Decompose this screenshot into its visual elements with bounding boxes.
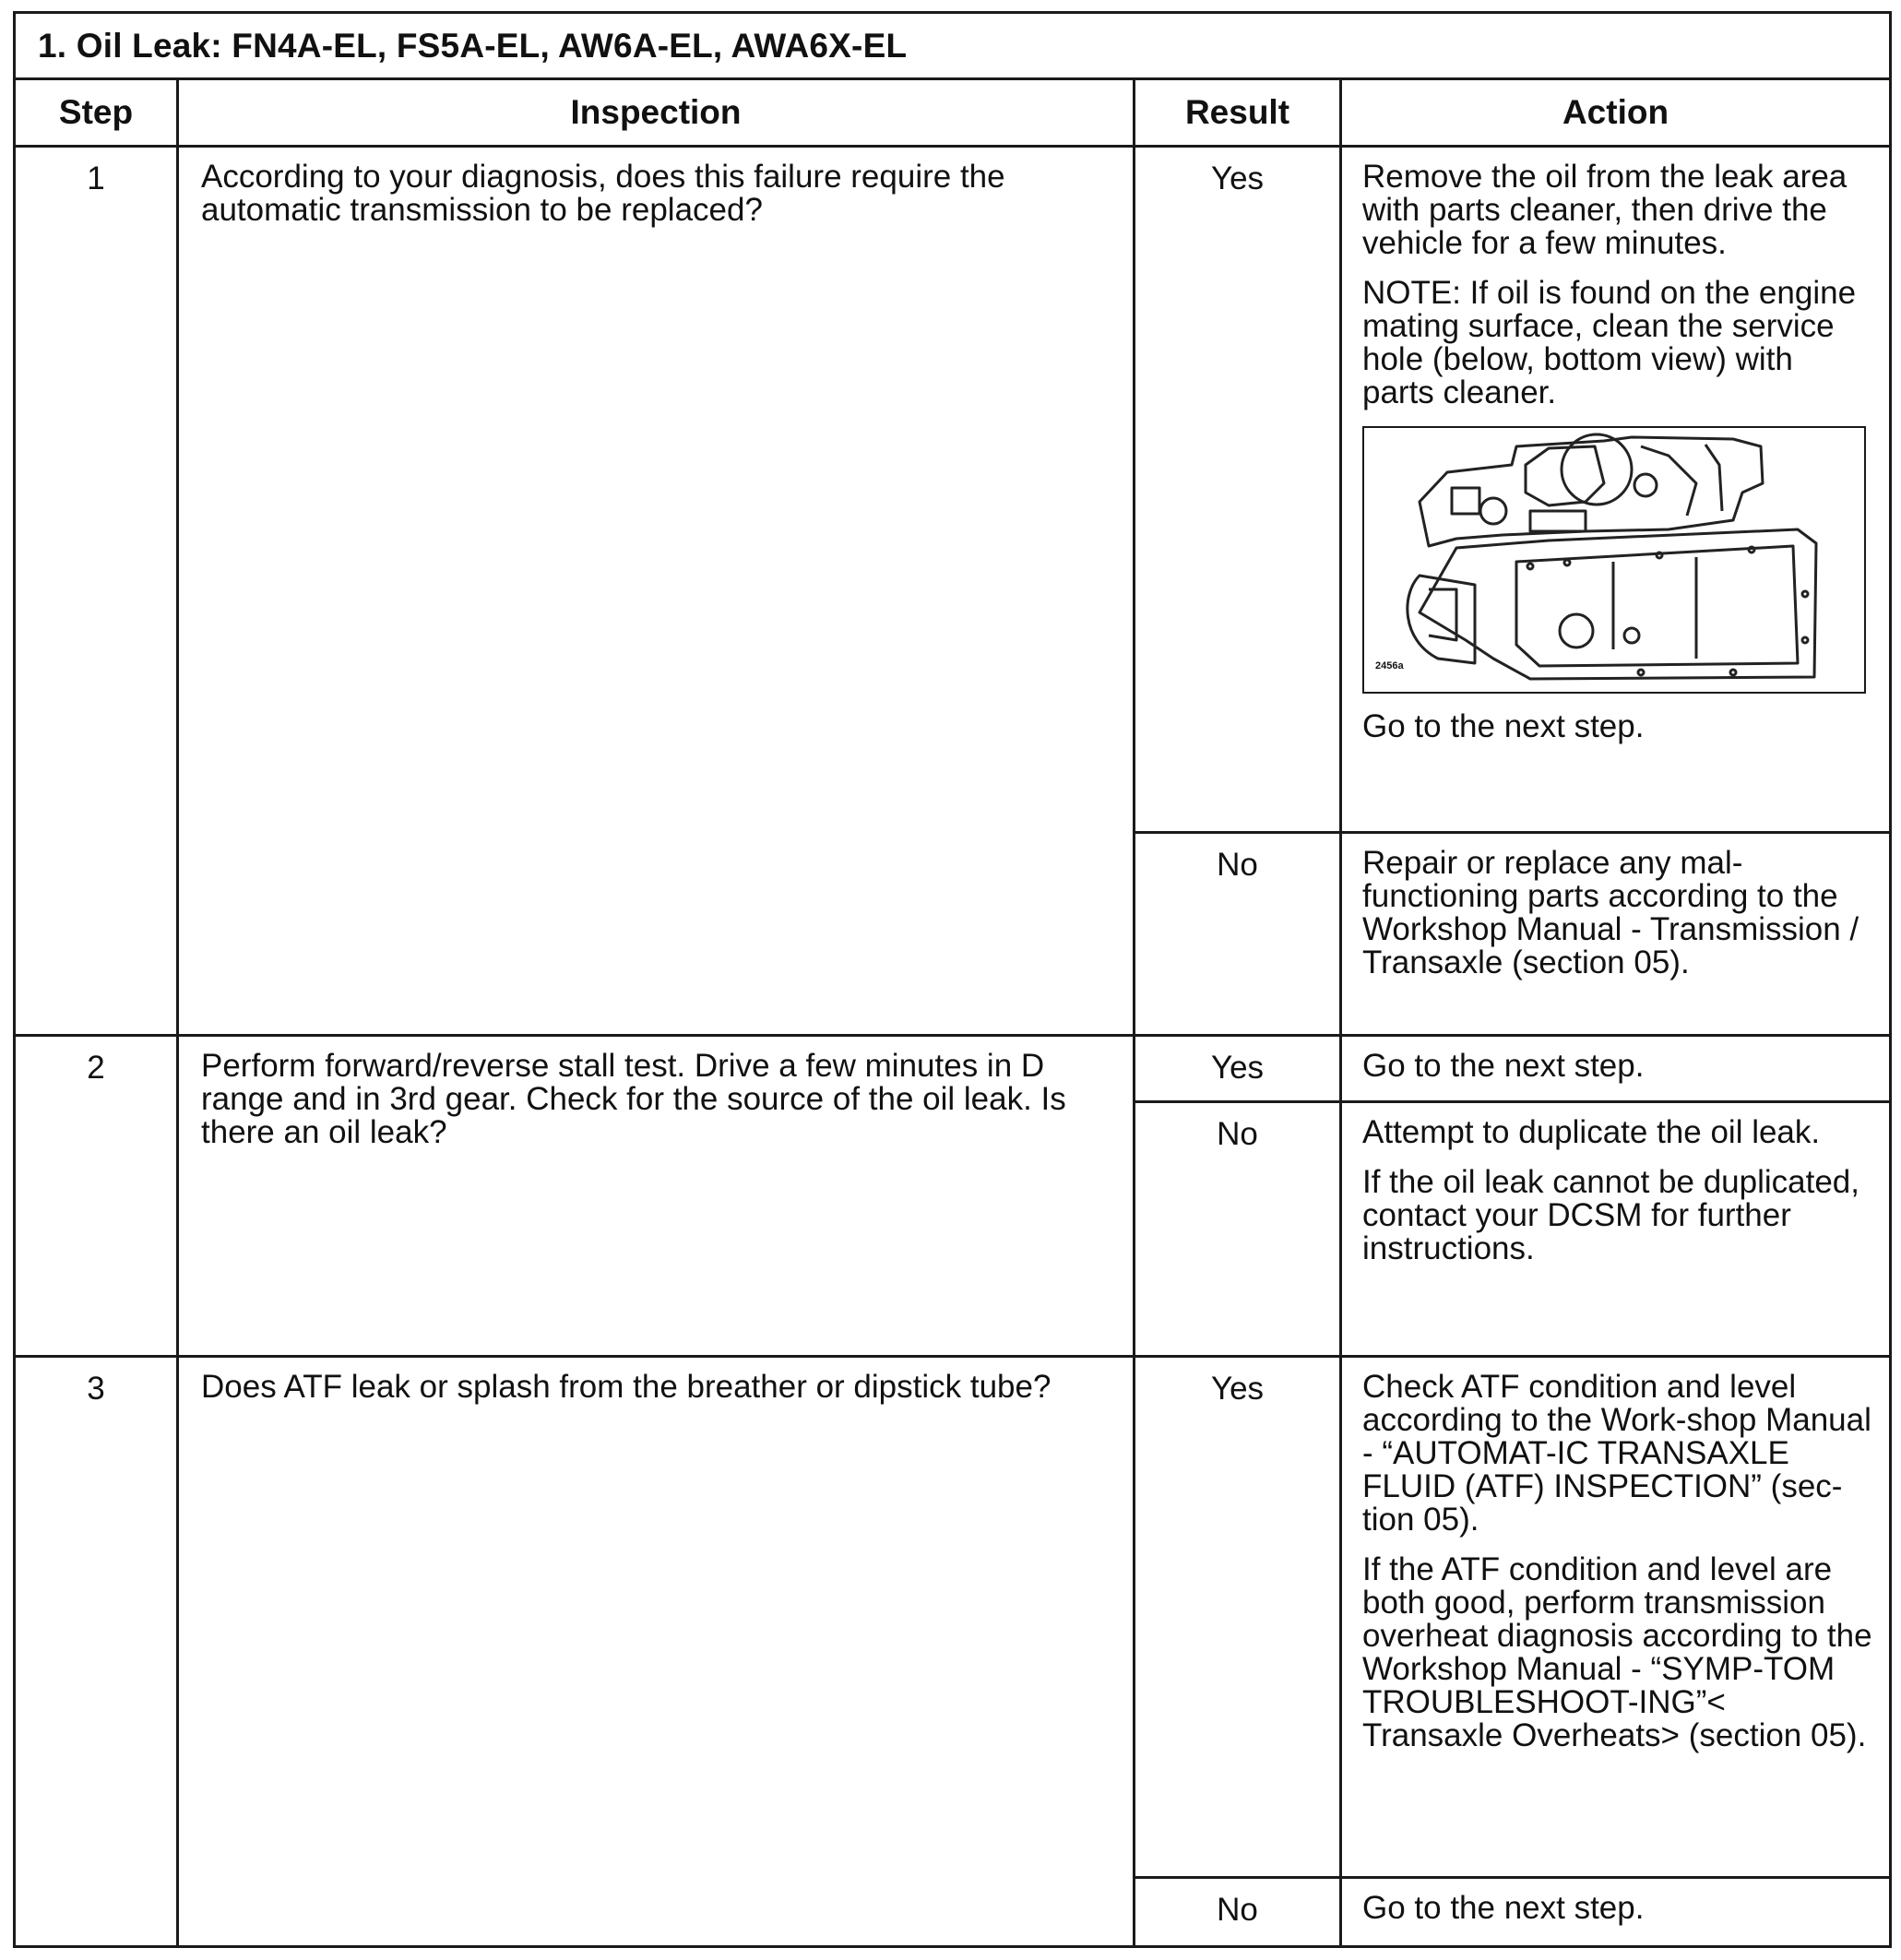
action-cell — [1341, 1356, 1891, 1878]
header-result: Result — [1135, 79, 1341, 146]
action-cell — [1341, 1878, 1891, 1947]
action-text: Go to the next step. — [1362, 1047, 1645, 1084]
header-step: Step — [15, 79, 178, 146]
table-title: 1. Oil Leak: FN4A-EL, FS5A-EL, AW6A-EL, AWA6X-EL — [15, 13, 1891, 79]
transmission-bottom-view-figure — [1362, 426, 1866, 694]
step-number: 2 — [15, 1035, 178, 1356]
inspection-text: Perform forward/reverse stall test. Drive a few minutes in D range and in 3rd gear. Check for the source of the oil leak. Is there an oil leak? — [178, 1035, 1135, 1356]
action-cell — [1341, 146, 1891, 833]
step-number: 1 — [15, 146, 178, 1035]
action-cell — [1341, 1035, 1891, 1101]
transmission-illustration — [1364, 428, 1864, 692]
result-yes: Yes — [1135, 146, 1341, 833]
result-no: No — [1135, 833, 1341, 1035]
header-action: Action — [1341, 79, 1891, 146]
table-row — [15, 1356, 1891, 1878]
result-yes: Yes — [1135, 1356, 1341, 1878]
action-text: Remove the oil from the leak area with parts cleaner, then drive the vehicle for a few minutes. — [1362, 158, 1848, 261]
action-cell — [1341, 833, 1891, 1035]
result-yes: Yes — [1135, 1035, 1341, 1101]
action-text: Go to the next step. — [1362, 1890, 1645, 1927]
action-text: Check ATF condition and level according to the Work-shop Manual - “AUTOMAT-IC TRANSAXLE FLUID (ATF) INSPECTION” (sec-tion 05). — [1362, 1368, 1871, 1538]
header-inspection: Inspection — [178, 79, 1135, 146]
action-text: If the ATF condition and level are both good, perform transmission overheat diagnosis according to the Workshop Manual - “SYMP-TOM TROUBLESHOOT-ING”< Transaxle Overheats> (section 05). — [1362, 1550, 1872, 1753]
header-row — [15, 79, 1891, 146]
result-no: No — [1135, 1102, 1341, 1357]
action-text: Attempt to duplicate the oil leak. — [1362, 1114, 1821, 1151]
inspection-text: According to your diagnosis, does this failure require the automatic transmission to be replaced? — [178, 146, 1135, 1035]
figure-id-label: 2456a — [1375, 659, 1404, 671]
oil-leak-diagnosis-table — [13, 11, 1892, 1948]
action-note: NOTE: If oil is found on the engine mating surface, clean the service hole (below, bottom view) with parts cleaner. — [1362, 274, 1857, 410]
action-text: Repair or replace any mal-functioning parts according to the Workshop Manual - Transmission / Transaxle (section 05). — [1362, 845, 1859, 981]
result-no: No — [1135, 1878, 1341, 1947]
table-row — [15, 146, 1891, 833]
step-number: 3 — [15, 1356, 178, 1946]
table-row — [15, 1035, 1891, 1101]
action-text: If the oil leak cannot be duplicated, contact your DCSM for further instructions. — [1362, 1164, 1859, 1267]
action-text: Go to the next step. — [1362, 707, 1645, 744]
action-cell — [1341, 1102, 1891, 1357]
inspection-text: Does ATF leak or splash from the breather or dipstick tube? — [178, 1356, 1135, 1946]
